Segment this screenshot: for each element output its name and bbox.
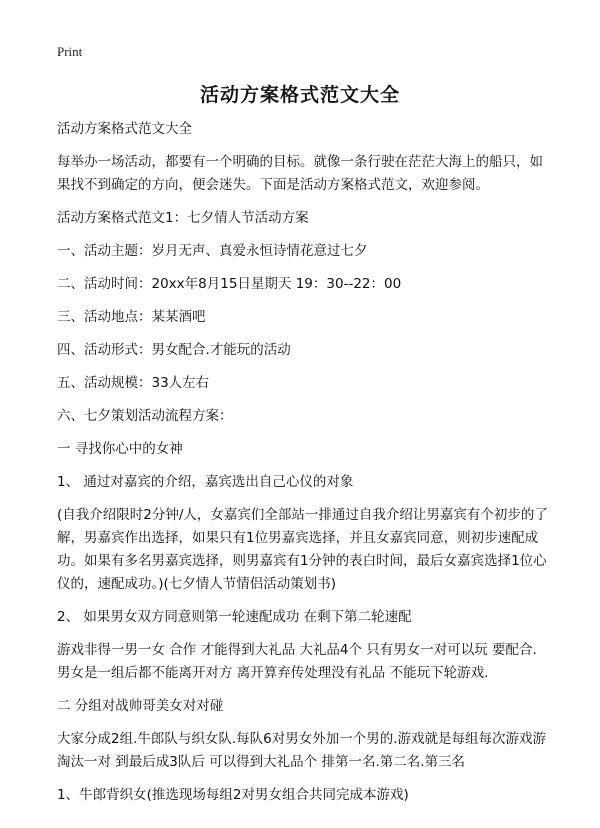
paragraph-section-one: 一 寻找你心中的女神 bbox=[57, 441, 183, 457]
paragraph-example-heading: 活动方案格式范文1：七夕情人节活动方案 bbox=[57, 210, 309, 226]
paragraph-format: 四、活动形式：男女配合.才能玩的活动 bbox=[57, 342, 291, 358]
paragraph-step-one-detail: (自我介绍限时2分钟/人，女嘉宾们全部站一排通过自我介绍让男嘉宾有个初步的了解，男嘉宾作出选择，如果只有1位男嘉宾选择，并且女嘉宾同意，则初步速配成功。如果有多名男嘉宾选择，则男嘉宾有1分钟的表白时间，最后女嘉宾选择1位心仪的，速配成功。)(七夕情人节情侣活动策划书) bbox=[57, 507, 548, 592]
print-label: Print bbox=[57, 44, 83, 59]
paragraph-step-one: 1、 通过对嘉宾的介绍，嘉宾选出自己心仪的对象 bbox=[57, 474, 354, 490]
paragraph-step-two: 2、 如果男女双方同意则第一轮速配成功 在剩下第二轮速配 bbox=[57, 609, 412, 625]
paragraph-subtitle: 活动方案格式范文大全 bbox=[57, 121, 192, 137]
paragraph-game-one: 1、牛郎背织女(推选现场每组2对男女组合共同完成本游戏) bbox=[57, 787, 409, 803]
paragraph-intro: 每举办一场活动，都要有一个明确的目标。就像一条行驶在茫茫大海上的船只，如果找不到确定的方向，便会迷失。下面是活动方案格式范文，欢迎参阅。 bbox=[57, 154, 543, 193]
paragraph-time: 二、活动时间：20xx年8月15日星期天 19：30--22：00 bbox=[57, 276, 402, 292]
paragraph-theme: 一、活动主题：岁月无声、真爱永恒诗情花意过七夕 bbox=[57, 243, 368, 259]
paragraph-group-rules: 大家分成2组.牛郎队与织女队.每队6对男女外加一个男的.游戏就是每组每次游戏游淘汰一对 到最后成3队后 可以得到大礼品个 排第一名.第二名.第三名 bbox=[57, 731, 547, 770]
paragraph-game-rules: 游戏非得一男一女 合作 才能得到大礼品 大礼品4个 只有男女一对可以玩 要配合.男女是一组后都不能离开对方 离开算弃传处理没有礼品 不能玩下轮游戏. bbox=[57, 642, 537, 681]
paragraph-process-heading: 六、七夕策划活动流程方案： bbox=[57, 408, 233, 424]
paragraph-location: 三、活动地点：某某酒吧 bbox=[57, 309, 206, 325]
document-body bbox=[57, 118, 550, 807]
paragraph-section-two: 二 分组对战帅哥美女对对碰 bbox=[57, 698, 224, 714]
paragraph-scale: 五、活动规模：33人左右 bbox=[57, 375, 210, 391]
document-title: 活动方案格式范文大全 bbox=[199, 84, 400, 106]
